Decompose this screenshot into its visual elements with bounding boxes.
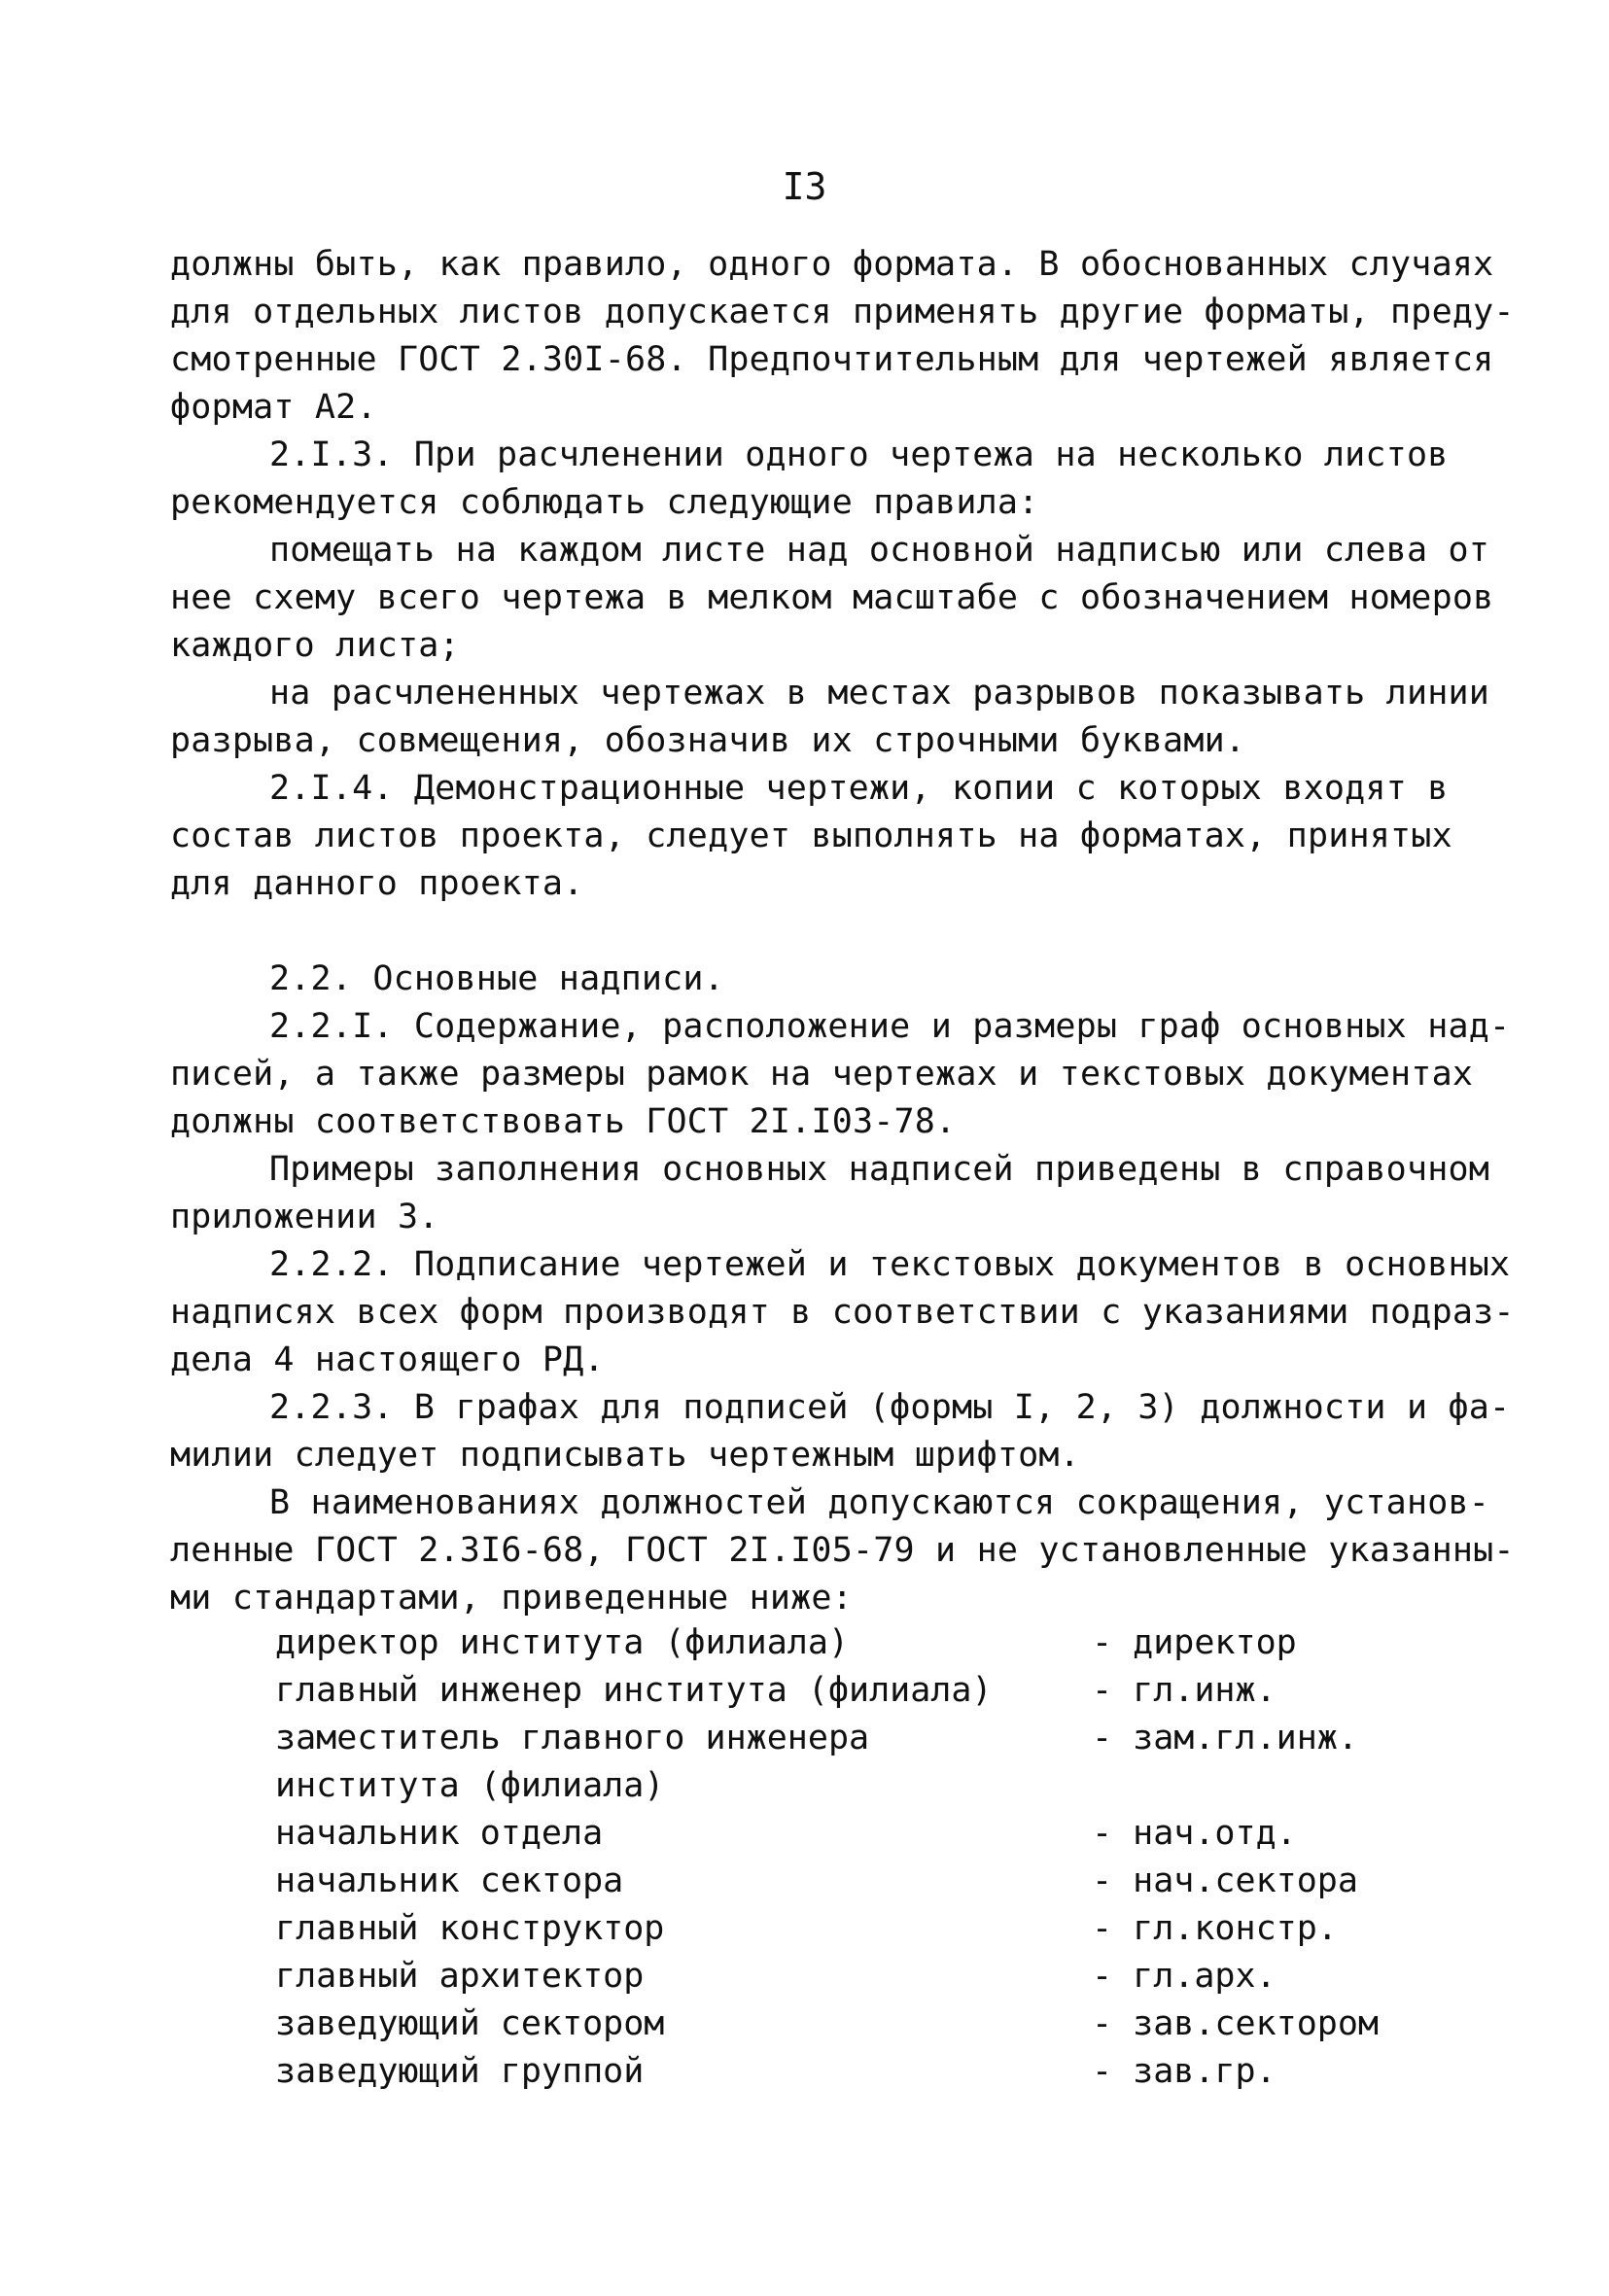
text-line: на расчлененных чертежах в местах разрывов показывать линии bbox=[269, 674, 1490, 713]
list-item bbox=[275, 1667, 1383, 1715]
text-line: дела 4 настоящего РД. bbox=[170, 1340, 605, 1379]
list-item bbox=[275, 1810, 1383, 1858]
position-full: заведующий сектором bbox=[275, 2004, 665, 2043]
text-line: состав листов проекта, следует выполнять на форматах, принятых bbox=[170, 817, 1452, 855]
text-line: должны соответствовать ГОСТ 2I.I03-78. bbox=[170, 1102, 957, 1141]
position-full: заведующий группой bbox=[275, 2052, 645, 2091]
text-line: приложении 3. bbox=[170, 1198, 439, 1236]
position-full: заместитель главного инженера bbox=[275, 1719, 870, 1757]
text-line: должны быть, как правило, одного формата. В обоснованных случаях bbox=[170, 245, 1494, 284]
page-number: I3 bbox=[782, 165, 827, 208]
clause-2-2-1: 2.2.I. Содержание, расположение и размеры граф основных над- bbox=[269, 1007, 1511, 1046]
list-item bbox=[275, 1762, 1383, 1810]
position-full: главный архитектор bbox=[275, 1957, 645, 1996]
text-line: разрыва, совмещения, обозначив их строчными буквами. bbox=[170, 721, 1246, 760]
text-line: Примеры заполнения основных надписей приведены в справочном bbox=[269, 1150, 1490, 1189]
text-line: помещать на каждом листе над основной надписью или слева от bbox=[269, 531, 1490, 570]
body-text bbox=[170, 241, 1515, 1622]
position-abbr: - гл.инж. bbox=[1092, 1671, 1277, 1710]
list-item bbox=[275, 2048, 1383, 2096]
text-line: милии следует подписывать чертежным шрифтом. bbox=[170, 1436, 1080, 1475]
text-line: для данного проекта. bbox=[170, 864, 584, 903]
text-line: каждого листа; bbox=[170, 626, 460, 665]
text-line: формат А2. bbox=[170, 388, 377, 427]
list-item bbox=[275, 1905, 1383, 1953]
paragraph-gap bbox=[170, 908, 1473, 956]
list-item bbox=[275, 1619, 1383, 1667]
text-line: надписях всех форм производят в соответствии с указаниями подраз- bbox=[170, 1293, 1515, 1332]
text-line: В наименованиях должностей допускаются сокращения, установ- bbox=[269, 1483, 1490, 1522]
list-item bbox=[275, 1953, 1383, 2000]
position-abbr: - нач.отд. bbox=[1092, 1814, 1297, 1853]
text-line: писей, а также размеры рамок на чертежах и текстовых документах bbox=[170, 1055, 1474, 1094]
position-abbr: - нач.сектора bbox=[1092, 1861, 1358, 1900]
clause-2-2-2: 2.2.2. Подписание чертежей и текстовых документов в основных bbox=[269, 1245, 1511, 1284]
list-item bbox=[275, 1715, 1383, 1762]
position-full: института (филиала) bbox=[275, 1766, 665, 1805]
text-line: нее схему всего чертежа в мелком масштабе с обозначением номеров bbox=[170, 578, 1494, 617]
position-abbr: - зав.сектором bbox=[1092, 2004, 1380, 2043]
clause-2-1-4: 2.I.4. Демонстрационные чертежи, копии с которых входят в bbox=[269, 769, 1449, 808]
list-item bbox=[275, 2000, 1383, 2048]
section-heading-2-2: 2.2. Основные надписи. bbox=[269, 959, 724, 998]
list-item bbox=[275, 1858, 1383, 1905]
text-line: ленные ГОСТ 2.3I6-68, ГОСТ 2I.I05-79 и не установленные указанны- bbox=[170, 1531, 1515, 1570]
position-abbr: - гл.констр. bbox=[1092, 1909, 1338, 1948]
abbreviation-list bbox=[275, 1619, 1383, 2096]
position-full: начальник сектора bbox=[275, 1861, 624, 1900]
position-abbr: - зав.гр. bbox=[1092, 2052, 1277, 2091]
clause-2-1-3: 2.I.3. При расчленении одного чертежа на несколько листов bbox=[269, 435, 1449, 474]
text-line: ми стандартами, приведенные ниже: bbox=[170, 1579, 853, 1618]
position-abbr: - гл.арх. bbox=[1092, 1957, 1277, 1996]
position-full: начальник отдела bbox=[275, 1814, 604, 1853]
text-line: смотренные ГОСТ 2.30I-68. Предпочтительным для чертежей является bbox=[170, 340, 1494, 379]
position-full: главный инженер института (филиала) bbox=[275, 1671, 993, 1710]
position-full: директор института (филиала) bbox=[275, 1623, 850, 1662]
position-full: главный конструктор bbox=[275, 1909, 665, 1948]
text-line: рекомендуется соблюдать следующие правила: bbox=[170, 483, 1039, 522]
position-abbr: - зам.гл.инж. bbox=[1092, 1719, 1358, 1757]
clause-2-2-3: 2.2.3. В графах для подписей (формы I, 2, 3) должности и фа- bbox=[269, 1388, 1511, 1427]
position-abbr: - директор bbox=[1092, 1623, 1297, 1662]
text-line: для отдельных листов допускается применять другие форматы, преду- bbox=[170, 293, 1515, 331]
